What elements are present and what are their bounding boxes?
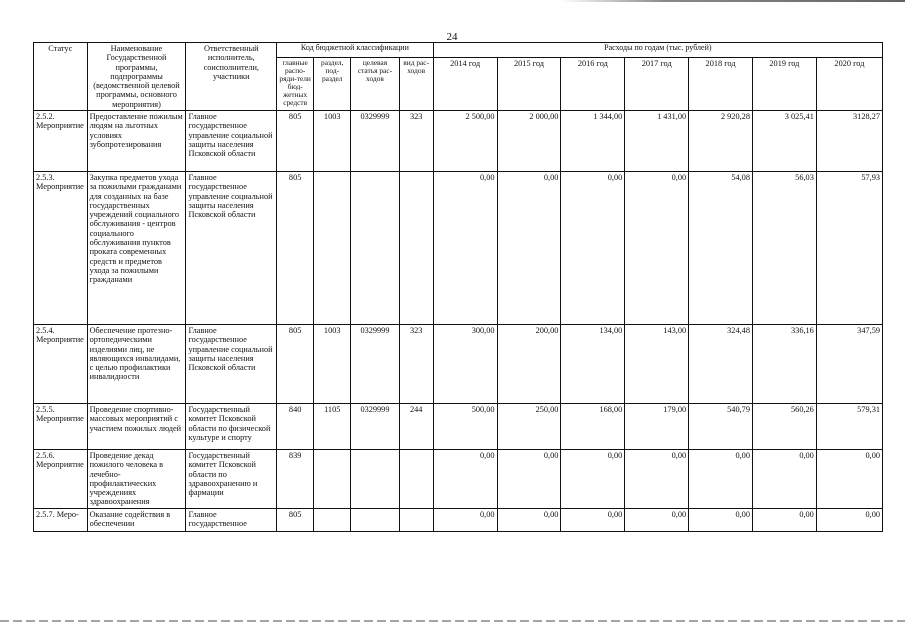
- table-row: [34, 508, 883, 531]
- row-code-manager: 805: [277, 324, 314, 403]
- row-code-section: 1003: [314, 110, 351, 171]
- row-code-type: 323: [399, 324, 433, 403]
- row-value-2017: 143,00: [625, 324, 689, 403]
- row-code-type: [399, 171, 433, 324]
- row-value-2018: 54,08: [689, 171, 753, 324]
- scan-edge-top: [560, 0, 905, 2]
- header-year-2019: 2019 год: [752, 58, 816, 111]
- table-row: [34, 171, 883, 324]
- row-code-target: 0329999: [351, 324, 399, 403]
- row-responsible: Главное государственное управление социальной защиты населения Псковской области: [186, 324, 277, 403]
- row-value-2017: 0,00: [625, 508, 689, 531]
- row-value-2016: 0,00: [561, 171, 625, 324]
- row-value-2019: 0,00: [752, 508, 816, 531]
- header-code-target-article: целевая статья рас-ходов: [351, 58, 399, 111]
- header-name: Наименование Государственной программы, подпрограммы (ведомственной целевой программы, основного мероприятия): [87, 43, 186, 111]
- row-value-2014: 300,00: [433, 324, 497, 403]
- row-code-target: 0329999: [351, 110, 399, 171]
- row-value-2019: 56,03: [752, 171, 816, 324]
- row-code-manager: 839: [277, 449, 314, 508]
- header-code-main-manager: главные распо-ряди-тели бюд-жетных средств: [277, 58, 314, 111]
- row-value-2017: 0,00: [625, 449, 689, 508]
- row-value-2019: 336,16: [752, 324, 816, 403]
- row-value-2019: 0,00: [752, 449, 816, 508]
- row-status: 2.5.6. Мероприятие: [34, 449, 88, 508]
- row-value-2016: 0,00: [561, 508, 625, 531]
- header-year-2017: 2017 год: [625, 58, 689, 111]
- row-value-2016: 168,00: [561, 403, 625, 449]
- table-row: [34, 449, 883, 508]
- row-code-target: [351, 508, 399, 531]
- row-value-2019: 560,26: [752, 403, 816, 449]
- row-value-2018: 324,48: [689, 324, 753, 403]
- header-year-2018: 2018 год: [689, 58, 753, 111]
- row-name: Закупка предметов ухода за пожилыми гражданами для созданных на базе государственных учреждений социального обслуживания - центров социального обслуживания пунктов проката современных средств и предметов ухода за пожилыми гражданами: [87, 171, 186, 324]
- row-code-target: [351, 449, 399, 508]
- table-row: [34, 324, 883, 403]
- header-year-2014: 2014 год: [433, 58, 497, 111]
- budget-table: [33, 42, 883, 532]
- row-responsible: Государственный комитет Псковской области по здравоохранению и фармации: [186, 449, 277, 508]
- header-year-2015: 2015 год: [497, 58, 561, 111]
- row-code-type: [399, 508, 433, 531]
- row-status: 2.5.5. Мероприятие: [34, 403, 88, 449]
- row-code-section: [314, 171, 351, 324]
- row-code-type: 323: [399, 110, 433, 171]
- row-code-type: 244: [399, 403, 433, 449]
- row-status: 2.5.4. Мероприятие: [34, 324, 88, 403]
- row-status: 2.5.3. Мероприятие: [34, 171, 88, 324]
- row-value-2015: 0,00: [497, 508, 561, 531]
- header-budget-code-group: Код бюджетной классификации: [277, 43, 434, 58]
- row-value-2014: 2 500,00: [433, 110, 497, 171]
- row-value-2020: 3128,27: [816, 110, 882, 171]
- row-value-2020: 0,00: [816, 508, 882, 531]
- row-code-manager: 805: [277, 171, 314, 324]
- row-code-target: 0329999: [351, 403, 399, 449]
- row-value-2014: 500,00: [433, 403, 497, 449]
- table-row: [34, 403, 883, 449]
- row-code-manager: 840: [277, 403, 314, 449]
- row-name: Оказание содействия в обеспечении: [87, 508, 186, 531]
- row-value-2016: 0,00: [561, 449, 625, 508]
- header-code-section: раздел, под-раздел: [314, 58, 351, 111]
- row-responsible: Главное государственное: [186, 508, 277, 531]
- row-value-2016: 134,00: [561, 324, 625, 403]
- row-value-2019: 3 025,41: [752, 110, 816, 171]
- row-value-2014: 0,00: [433, 171, 497, 324]
- page-number: 24: [446, 31, 458, 43]
- row-value-2014: 0,00: [433, 449, 497, 508]
- row-value-2017: 179,00: [625, 403, 689, 449]
- table-header: [34, 43, 883, 111]
- row-name: Предоставление пожилым людям на льготных условиях зубопротезирования: [87, 110, 186, 171]
- row-value-2017: 0,00: [625, 171, 689, 324]
- row-code-section: [314, 449, 351, 508]
- row-name: Обеспечение протезно-ортопедическими изделиями лиц, не являющихся инвалидами, с целью профилактики инвалидности: [87, 324, 186, 403]
- header-year-2016: 2016 год: [561, 58, 625, 111]
- row-responsible: Главное государственное управление социальной защиты населения Псковской области: [186, 110, 277, 171]
- row-value-2018: 0,00: [689, 449, 753, 508]
- row-value-2015: 2 000,00: [497, 110, 561, 171]
- row-code-target: [351, 171, 399, 324]
- header-status: Статус: [34, 43, 88, 111]
- row-value-2015: 0,00: [497, 171, 561, 324]
- row-value-2015: 0,00: [497, 449, 561, 508]
- table-row: [34, 110, 883, 171]
- row-value-2014: 0,00: [433, 508, 497, 531]
- row-value-2015: 250,00: [497, 403, 561, 449]
- row-value-2020: 0,00: [816, 449, 882, 508]
- row-code-manager: 805: [277, 110, 314, 171]
- header-year-2020: 2020 год: [816, 58, 882, 111]
- row-code-type: [399, 449, 433, 508]
- row-value-2018: 0,00: [689, 508, 753, 531]
- row-name: Проведение декад пожилого человека в лечебно-профилактических учреждениях здравоохранения: [87, 449, 186, 508]
- row-value-2020: 57,93: [816, 171, 882, 324]
- row-status: 2.5.7. Меро-: [34, 508, 88, 531]
- row-value-2017: 1 431,00: [625, 110, 689, 171]
- row-responsible: Главное государственное управление социальной защиты населения Псковской области: [186, 171, 277, 324]
- row-responsible: Государственный комитет Псковской области по физической культуре и спорту: [186, 403, 277, 449]
- row-value-2018: 2 920,28: [689, 110, 753, 171]
- row-code-section: 1105: [314, 403, 351, 449]
- scan-edge-bottom: [0, 620, 905, 622]
- row-value-2020: 579,31: [816, 403, 882, 449]
- header-code-expense-type: вид рас-ходов: [399, 58, 433, 111]
- row-value-2020: 347,59: [816, 324, 882, 403]
- row-value-2016: 1 344,00: [561, 110, 625, 171]
- row-value-2018: 540,79: [689, 403, 753, 449]
- row-code-section: [314, 508, 351, 531]
- header-expenses-group: Расходы по годам (тыс. рублей): [433, 43, 882, 58]
- table-body: [34, 110, 883, 531]
- row-status: 2.5.2. Мероприятие: [34, 110, 88, 171]
- row-name: Проведение спортивно-массовых мероприятий с участием пожилых людей: [87, 403, 186, 449]
- row-code-section: 1003: [314, 324, 351, 403]
- row-code-manager: 805: [277, 508, 314, 531]
- row-value-2015: 200,00: [497, 324, 561, 403]
- header-responsible: Ответственный исполнитель, соисполнители, участники: [186, 43, 277, 111]
